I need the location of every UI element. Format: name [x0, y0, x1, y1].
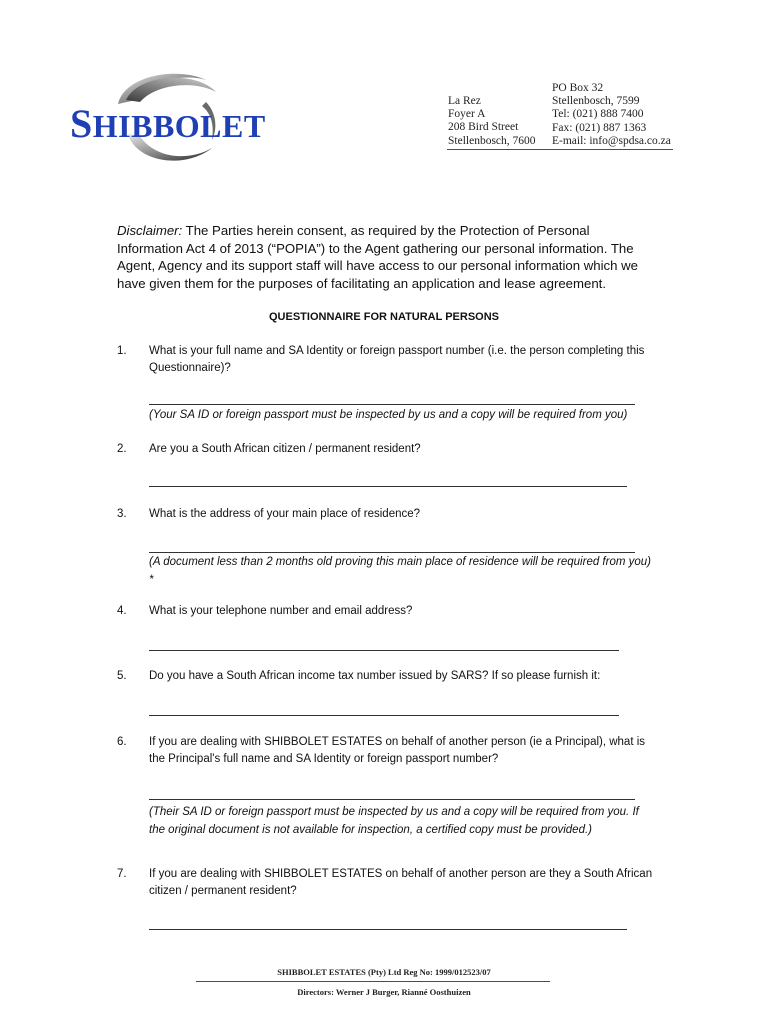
question-number: 6.	[117, 736, 127, 748]
question-note: (A document less than 2 months old proving this main place of residence will be required from you) *	[149, 556, 651, 586]
answer-line-6[interactable]	[149, 799, 635, 800]
answer-line-5[interactable]	[149, 715, 619, 716]
company-registration: SHIBBOLET ESTATES (Pty) Ltd Reg No: 1999/012523/07	[277, 967, 491, 977]
address-line: 208 Bird Street	[448, 121, 519, 134]
question-text: What is the address of your main place of residence?	[149, 508, 421, 520]
questionnaire-title: QUESTIONNAIRE FOR NATURAL PERSONS	[269, 311, 499, 323]
answer-line-4[interactable]	[149, 650, 619, 651]
question-text: If you are dealing with SHIBBOLET ESTATES on behalf of another person (ie a Principal), what is the Principal's full name and SA Identity or foreign passport number?	[149, 736, 646, 765]
question-text: Do you have a South African income tax number issued by SARS? If so please furnish it:	[149, 670, 601, 682]
telephone: Tel: (021) 888 7400	[552, 108, 644, 121]
address-line: PO Box 32	[552, 82, 604, 94]
question-number: 2.	[117, 443, 127, 455]
letterhead-divider	[447, 149, 673, 150]
question-text: Are you a South African citizen / permanent resident?	[149, 443, 421, 455]
question-text: What is your telephone number and email address?	[149, 605, 413, 617]
answer-line-7[interactable]	[149, 929, 627, 930]
postal-contact-details	[552, 82, 671, 148]
email: E-mail: info@spdsa.co.za	[552, 134, 671, 147]
directors-line: Directors: Werner J Burger, Rianné Oosthuizen	[297, 987, 471, 997]
answer-line-3[interactable]	[149, 552, 635, 553]
company-logo	[66, 66, 266, 170]
address-line: Stellenbosch, 7600	[448, 134, 536, 147]
question-text: What is your full name and SA Identity or foreign passport number (i.e. the person completing this Questionnaire)?	[149, 345, 645, 374]
disclaimer-paragraph	[117, 222, 657, 292]
fax: Fax: (021) 887 1363	[552, 121, 647, 134]
question-text: If you are dealing with SHIBBOLET ESTATES on behalf of another person are they a South African citizen / permanent resident?	[149, 868, 653, 897]
disclaimer-label: Disclaimer:	[117, 223, 183, 238]
question-number: 4.	[117, 605, 127, 617]
question-note: (Their SA ID or foreign passport must be inspected by us and a copy will be required from you. If the original document is not available for inspection, a certified copy must be provided.)	[149, 806, 639, 836]
question-number: 3.	[117, 508, 127, 520]
address-line: Stellenbosch, 7599	[552, 95, 640, 108]
logo-wordmark: SHIBBOLET	[70, 101, 266, 146]
disclaimer-text: The Parties herein consent, as required by the Protection of Personal Information Act 4 of 2013 (“POPIA”) to the Agent gathering our personal information. The Agent, Agency and its support staff will have access to our personal information which we have given them for the purposes of facilitating an application and lease agreement.	[117, 223, 638, 291]
street-address	[448, 95, 536, 148]
question-note: (Your SA ID or foreign passport must be inspected by us and a copy will be required from you)	[149, 409, 628, 421]
address-line: La Rez	[448, 95, 481, 107]
question-number: 5.	[117, 670, 127, 682]
answer-line-2[interactable]	[149, 486, 627, 487]
footer-divider	[196, 981, 550, 982]
address-line: Foyer A	[448, 108, 486, 121]
question-number: 1.	[117, 345, 127, 357]
answer-line-1[interactable]	[149, 404, 635, 405]
question-number: 7.	[117, 868, 127, 880]
